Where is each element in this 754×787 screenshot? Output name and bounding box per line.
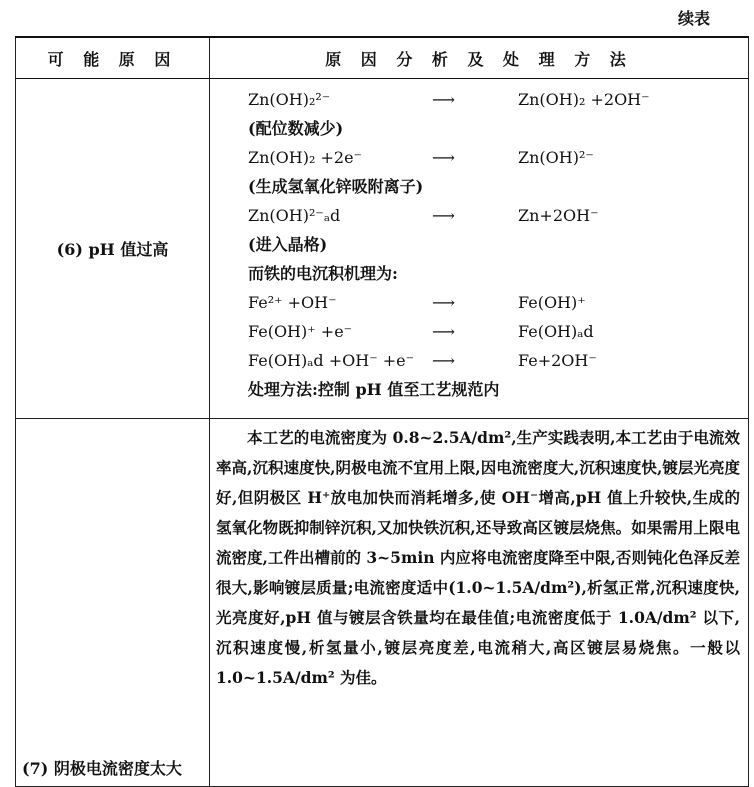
- reaction-right: Zn(OH)²⁻: [518, 148, 594, 167]
- reaction-right: Fe+2OH⁻: [518, 351, 597, 370]
- reaction-left: Fe(OH)ₐd +OH⁻ +e⁻: [248, 351, 415, 370]
- reaction-arrow: ⟶: [432, 351, 455, 370]
- table-header-row: [16, 37, 749, 79]
- reaction-arrow: ⟶: [432, 206, 455, 225]
- reaction-left: Fe²⁺ +OH⁻: [248, 293, 337, 312]
- reaction-line: [248, 288, 748, 317]
- reaction-right: Fe(OH)⁺: [518, 293, 586, 312]
- header-cause: 可 能 原 因: [16, 37, 210, 79]
- reaction-left: Zn(OH)²⁻ₐd: [248, 206, 341, 225]
- table-row: [16, 419, 749, 787]
- cause-cell-6: (6) pH 值过高: [16, 79, 210, 419]
- reaction-left: Fe(OH)⁺ +e⁻: [248, 322, 353, 341]
- reaction-list: [248, 85, 748, 404]
- reaction-arrow: ⟶: [432, 90, 455, 109]
- reaction-arrow: ⟶: [432, 322, 455, 341]
- reaction-line: [248, 317, 748, 346]
- reaction-note: (配位数减少): [248, 119, 344, 138]
- reaction-note: 而铁的电沉积机理为:: [248, 264, 398, 283]
- reaction-arrow: ⟶: [432, 293, 455, 312]
- reaction-right: Zn+2OH⁻: [518, 206, 599, 225]
- reaction-note: (生成氢氧化锌吸附离子): [248, 177, 424, 196]
- reaction-note: (进入晶格): [248, 235, 328, 254]
- reaction-line: [248, 85, 748, 114]
- analysis-cell-7: [210, 419, 749, 787]
- reaction-right: Zn(OH)₂ +2OH⁻: [518, 90, 650, 109]
- table-row: [16, 79, 749, 419]
- header-analysis: 原 因 分 析 及 处 理 方 法: [210, 37, 749, 79]
- troubleshooting-table: [15, 36, 749, 787]
- reaction-line: [248, 346, 748, 375]
- reaction-line: [248, 143, 748, 172]
- cause-cell-7: (7) 阴极电流密度太大: [16, 419, 210, 787]
- reaction-arrow: ⟶: [432, 148, 455, 167]
- reaction-right: Fe(OH)ₐd: [518, 322, 594, 341]
- analysis-cell-6: [210, 79, 749, 419]
- reaction-line: [248, 201, 748, 230]
- remedy-line: 处理方法:控制 pH 值至工艺规范内: [248, 380, 500, 399]
- analysis-paragraph-7: 本工艺的电流密度为 0.8~2.5A/dm²,生产实践表明,本工艺由于电流效率高,沉积速度快,阴极电流不宜用上限,因电流密度大,沉积速度快,镀层光亮度好,但阴极区 H⁺放电加快而消耗增多,使 OH⁻增高,pH 值上升较快,生成的氢氧化物既抑制锌沉积,又加快铁沉积,还导致高区镀层烧焦。如果需用上限电流密度,工件出槽前的 3~5min 内应将电流密度降至中限,否则钝化色泽反差很大,影响镀层质量;电流密度适中(1.0~1.5A/dm²),析氢正常,沉积速度快,光亮度好,pH 值与镀层含铁量均在最佳值;电流密度低于 1.0A/dm² 以下,沉积速度慢,析氢量小,镀层亮度差,电流稍大,高区镀层易烧焦。一般以 1.0~1.5A/dm² 为佳。: [216, 428, 740, 687]
- continued-label: 续表: [677, 9, 710, 28]
- reaction-left: Zn(OH)₂²⁻: [248, 90, 331, 109]
- reaction-left: Zn(OH)₂ +2e⁻: [248, 148, 362, 167]
